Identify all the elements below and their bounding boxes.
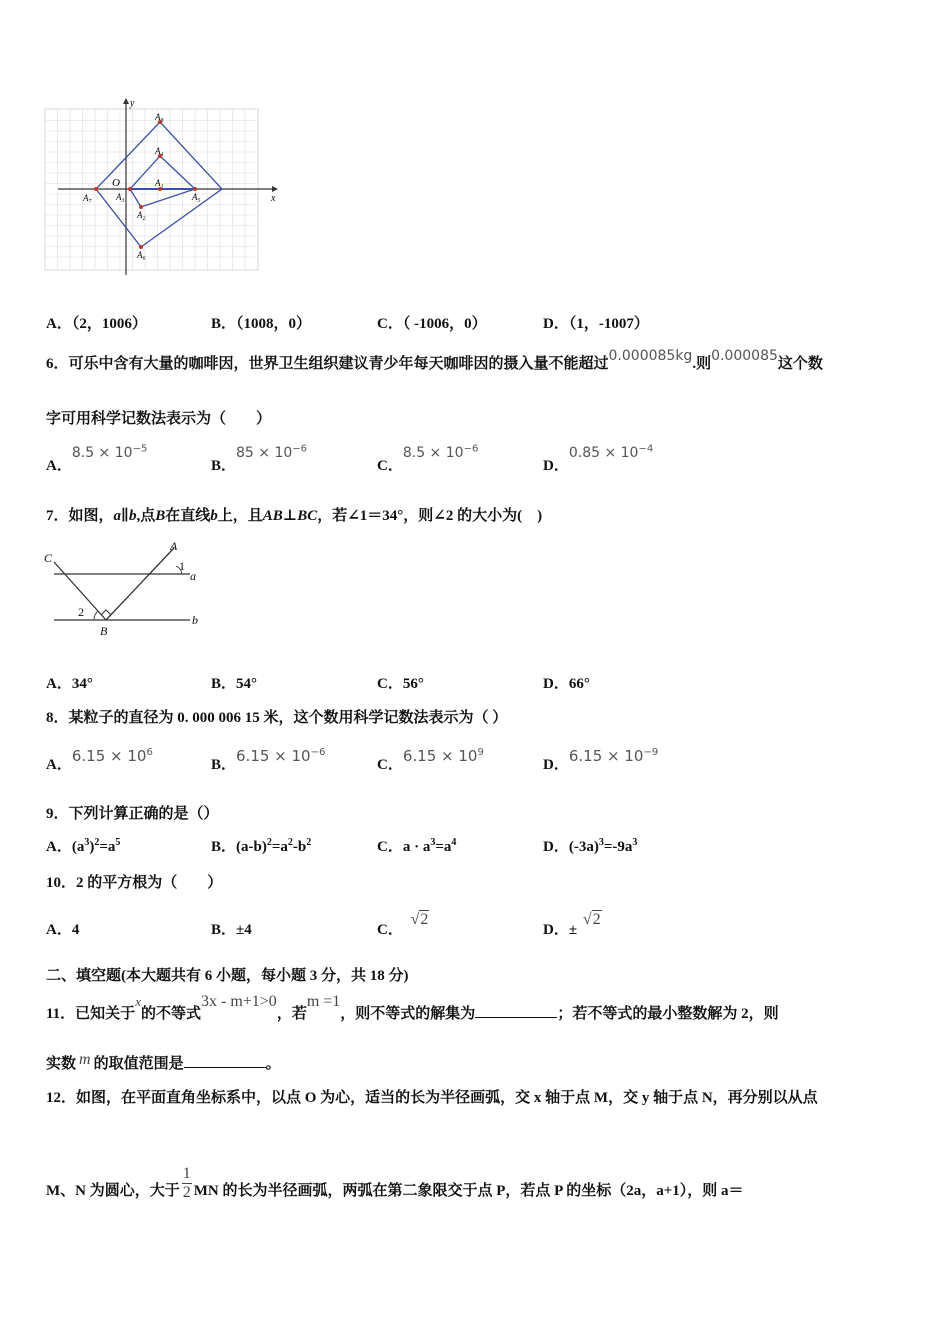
y-axis-label: y [130,98,135,109]
label-line-a: a [190,569,196,583]
label-c: C [44,551,53,565]
q5-option-c: C．（ -1006，0） [377,316,487,332]
one-half-fraction: $\frac{1}{2}$ [182,1165,191,1201]
label-a5: $A_5$ [192,192,201,204]
q7-option-b: B．54° [211,676,258,692]
label-line-b: b [192,613,198,627]
q8-option-c: C．$6.15 \times 10^9$ [377,747,484,773]
q9-option-d: D．$(-3a)^3=-9a^3$ [543,837,638,855]
q10-option-c: C． √2 [377,911,429,938]
x-axis-arrow [272,186,278,192]
q6-option-d: D．$0.85 \times 10^{-4}$ [543,443,654,474]
q9-option-b: B．$(a-b)^2=a^2-b^2$ [211,837,312,855]
q9-stem: 9．下列计算正确的是（） [46,806,219,822]
angle-2-arc [94,611,98,620]
q6-stem-line2: 字可用科学记数法表示为（ ） [46,411,272,427]
point-a3 [128,187,132,191]
q6-option-c: C．$8.5 \times 10^{-6}$ [377,443,479,474]
label-a6: $A_6$ [137,250,146,262]
q11-blank-2 [184,1055,266,1068]
q8-option-a: A．$6.15 \times 10^6$ [46,747,153,773]
label-a4: $A_4$ [155,146,164,158]
q8-option-d: D．$6.15 \times 10^{-9}$ [543,747,659,773]
q7-stem: 7．如图，a∥b,点B在直线b上，且AB⊥BC，若∠1＝34°，则∠2 的大小为( ) [46,508,543,524]
q6-value-kg: 0.000085kg [608,348,693,364]
y-axis-arrow [123,98,129,104]
section-2-title: 二、填空题(本大题共有 6 小题，每小题 3 分，共 18 分) [46,968,409,984]
q8-stem: 8．某粒子的直径为 0. 000 006 15 米，这个数用科学记数法表示为（ ） [46,710,508,726]
label-a3: $A_3$ [116,192,125,204]
q10-stem: 10．2 的平方根为（ ） [46,875,223,891]
q5-option-d: D．（1，-1007） [543,316,649,332]
q7-option-c: C．56° [377,676,424,692]
q11-line1: 11．已知关于x的不等式3x - m+1>0，若m =1，则不等式的解集为 ；若不等式的最小整数解为 2，则 [46,993,779,1022]
label-a8: $A_8$ [155,112,164,124]
q12-line2: M、N 为圆心，大于 $\frac{1}{2}$ MN 的长为半径画弧，两弧在第二象限交于点 P，若点 P 的坐标（2a，a+1），则 a＝ [46,1165,744,1201]
label-a1: $A_1$ [155,178,164,190]
q10-option-a: A．4 [46,922,80,938]
q10-option-d: D．± √2 [543,911,601,938]
middle-square [130,156,195,207]
label-angle-2: 2 [78,605,84,619]
q7-option-d: D．66° [543,676,590,692]
q8-option-b: B．$6.15 \times 10^{-6}$ [211,747,326,773]
q6-value: 0.000085 [711,348,778,364]
q5-option-b: B．（1008，0） [211,316,312,332]
q11-condition: m =1 [306,993,341,1010]
x-axis-label: x [271,193,276,204]
point-a2 [139,205,143,209]
point-a5 [193,187,197,191]
q11-inequality: 3x - m+1>0 [200,993,277,1010]
q6-option-b: B．$85 \times 10^{-6}$ [211,443,308,474]
coordinate-figure [40,95,285,280]
q5-option-a: A．（2，1006） [46,316,147,332]
label-b-point: B [100,624,108,638]
label-angle-1: 1 [179,559,185,573]
label-a-point: A [170,539,178,553]
segment-ba [106,548,174,620]
origin-label: O [112,177,120,189]
q12-line1: 12．如图，在平面直角坐标系中，以点 O 为心，适当的长为半径画弧，交 x 轴于点 M，交 y 轴于点 N，再分别以从点 [46,1090,818,1106]
label-a7: $A_7$ [83,193,92,205]
label-a2: $A_2$ [137,210,146,222]
q6-option-a: A．$8.5 \times 10^{-5}$ [46,443,148,474]
q9-option-a: A．$(a^3)^2=a^5$ [46,837,121,855]
q11-blank-1 [475,1005,557,1018]
q11-line2: 实数 m 的取值范围是 。 [46,1051,281,1072]
q7-option-a: A．34° [46,676,93,692]
q6-stem: 6．可乐中含有大量的咖啡因，世界卫生组织建议青少年每天咖啡因的摄入量不能超过0.000085kg.则0.000085这个数 [46,348,823,372]
parallel-lines-figure [40,538,215,643]
q9-option-c: C．$a \cdot a^3=a^4$ [377,837,457,855]
q10-option-b: B．±4 [211,922,252,938]
right-angle-mark [101,610,111,615]
point-a6 [139,245,143,249]
point-a7 [94,187,98,191]
